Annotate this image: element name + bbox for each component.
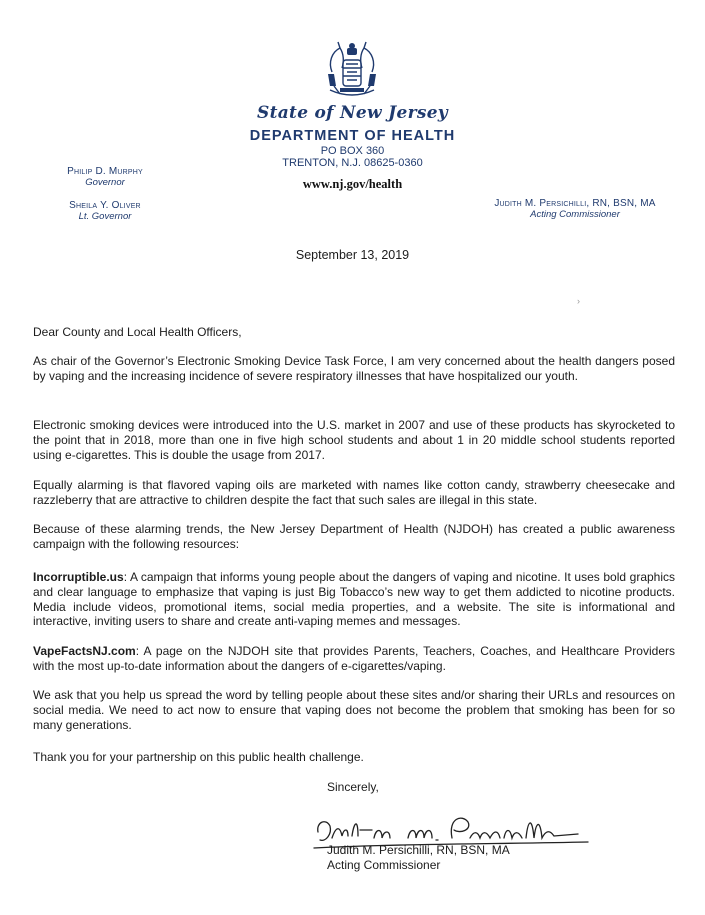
letterhead-state-name: State of New Jersey [257, 103, 448, 123]
letterhead-city: TRENTON, N.J. 08625-0360 [282, 157, 423, 169]
commissioner-name: Judith M. Persichilli, RN, BSN, MA [494, 198, 656, 209]
signer-name: Judith M. Persichilli, RN, BSN, MA [327, 843, 510, 857]
resource-incorruptible-name: Incorruptible.us [33, 570, 124, 584]
paragraph-6: Thank you for your partnership on this public health challenge. [33, 750, 364, 764]
governor-block [40, 166, 170, 188]
letterhead-department: DEPARTMENT OF HEALTH [249, 128, 456, 144]
signer-title: Acting Commissioner [327, 858, 441, 872]
commissioner-block [470, 198, 680, 220]
paragraph-4: Because of these alarming trends, the New Jersey Department of Health (NJDOH) has created a public awareness campaign with the following resources: [33, 522, 675, 551]
resource-incorruptible [33, 570, 675, 629]
letter-date: September 13, 2019 [295, 248, 410, 262]
closing: Sincerely, [327, 780, 379, 794]
paragraph-3: Equally alarming is that flavored vaping oils are marketed with names like cotton candy, strawberry cheesecake and razzleberry that are attractive to children despite the fact that such sales are illegal in this state. [33, 478, 675, 507]
commissioner-title: Acting Commissioner [530, 209, 620, 220]
lt-governor-block [40, 200, 170, 222]
paragraph-2: Electronic smoking devices were introduced into the U.S. market in 2007 and use of these products has skyrocketed to the point that in 2018, more than one in five high school students and about 1 in 20 middle school students reported using e-cigarettes. This is double the usage from 2017. [33, 418, 675, 462]
resource-incorruptible-text: : A campaign that informs young people about the dangers of vaping and nicotine. It uses bold graphics and clear language to emphasize that vaping is just Big Tobacco’s new way to get them addicted to nicotine products. Media include videos, promotional items, social media properties, and a website. The site is informational and interactive, inviting users to share and create anti-vaping memes and messages. [33, 570, 675, 629]
resource-vapefacts-text: : A page on the NJDOH site that provides Parents, Teachers, Coaches, and Healthcare Providers with the most up-to-date information about the dangers of e-cigarettes/vaping. [33, 644, 675, 673]
letterhead-website: www.nj.gov/health [302, 177, 403, 191]
resource-vapefacts-name: VapeFactsNJ.com [33, 644, 136, 658]
lt-governor-name: Sheila Y. Oliver [69, 200, 141, 211]
governor-name: Philip D. Murphy [67, 166, 143, 177]
lt-governor-title: Lt. Governor [78, 211, 132, 222]
paragraph-5: We ask that you help us spread the word by telling people about these sites and/or sharing their URLs and resources on social media. We need to act now to ensure that vaping does not become the problem that smoking has been for so many generations. [33, 688, 675, 732]
salutation: Dear County and Local Health Officers, [33, 325, 242, 339]
scan-mark: › [577, 296, 580, 306]
resource-vapefacts [33, 644, 675, 674]
state-seal-icon [318, 38, 386, 106]
paragraph-1: As chair of the Governor’s Electronic Smoking Device Task Force, I am very concerned about the health dangers posed by vaping and the increasing incidence of severe respiratory illnesses that have hospitalized our youth. [33, 354, 675, 383]
governor-title: Governor [85, 177, 125, 188]
letterhead-po-box: PO BOX 360 [320, 145, 385, 157]
